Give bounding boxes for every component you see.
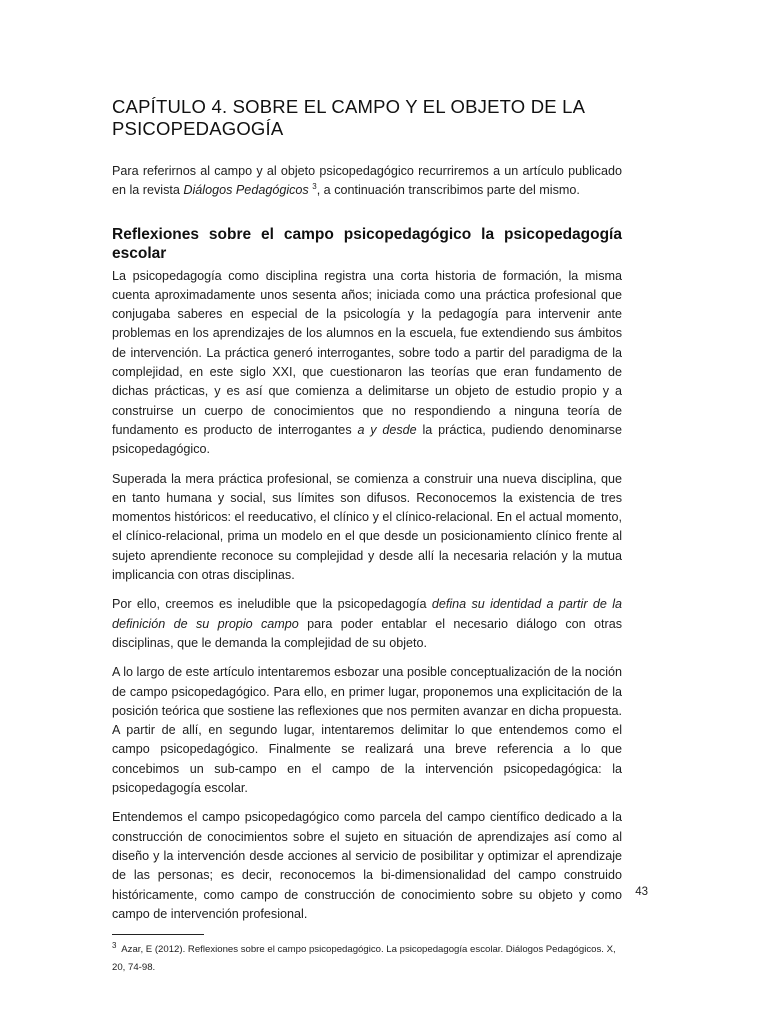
p3-text-after: para poder entablar el necesario diálogo con otras disciplinas, que le demanda la complejidad de su objeto. <box>112 616 622 650</box>
p1-emphasis: a y desde <box>357 422 417 437</box>
body-paragraph-3 <box>112 595 622 653</box>
intro-text-before: Para referirnos al campo y al objeto psicopedagógico recurriremos a un artículo publicado en la revista <box>112 164 622 198</box>
p1-text-before: La psicopedagogía como disciplina registra una corta historia de formación, la misma cuenta aproximadamente unos sesenta años; iniciada como una práctica profesional que conjugaba saberes en especial de la psicología y la pedagogía para intervenir ante problemas en los aprendizajes de los alumnos en la escuela, fue extendiendo sus ámbitos de intervención. La práctica generó interrogantes, sobre todo a partir del paradigma de la complejidad, en este siglo XXI, que cuestionaron las teorías que eran fundamento de dichas prácticas, y es así que comienza a delimitarse un objeto de estudio propio y a construirse un cuerpo de conocimientos que no respondiendo a ninguna teoría de fundamento es producto de interrogantes <box>112 268 622 437</box>
footnote-text: Azar, E (2012). Reflexiones sobre el campo psicopedagógico. La psicopedagogía escolar. Diálogos Pedagógicos. X, 20, 74-98. <box>112 944 616 974</box>
p1-text-after: la práctica, pudiendo denominarse psicopedagógico. <box>112 422 622 457</box>
footnote-divider <box>112 934 204 935</box>
p3-text-before: Por ello, creemos es ineludible que la psicopedagogía <box>112 597 432 612</box>
footnote-reference: 3 <box>312 182 317 192</box>
body-paragraph-1 <box>112 267 622 460</box>
footnote <box>112 941 622 977</box>
p3-emphasis: defina su identidad a partir de la definición de su propio campo <box>112 597 622 631</box>
page-content <box>112 96 622 977</box>
body-paragraph-5: Entendemos el campo psicopedagógico como parcela del campo científico dedicado a la construcción de conocimientos sobre el sujeto en situación de aprendizajes así como al diseño y la intervención desde acciones al servicio de posibilitar y optimizar el aprendizaje de las personas; es decir, reconocemos la bi-dimensionalidad del campo construido históricamente, como campo de construcción de conocimiento sobre su objeto y como campo de intervención profesional. <box>112 810 622 921</box>
page-number: 43 <box>635 886 648 898</box>
chapter-title-line-2: PSICOPEDAGOGÍA <box>112 118 284 139</box>
journal-name: Diálogos Pedagógicos <box>183 183 309 198</box>
chapter-title <box>112 96 622 140</box>
section-heading: Reflexiones sobre el campo psicopedagógico la psicopedagogía escolar <box>112 225 622 262</box>
chapter-title-line-1: CAPÍTULO 4. SOBRE EL CAMPO Y EL OBJETO DE LA <box>112 96 586 117</box>
intro-paragraph <box>112 162 622 201</box>
intro-text-after: , a continuación transcribimos parte del mismo. <box>316 183 580 198</box>
body-paragraph-4: A lo largo de este artículo intentaremos esbozar una posible conceptualización de la noción de campo psicopedagógico. Para ello, en primer lugar, proponemos una explicitación de la posición teórica que sostiene las reflexiones que nos permiten avanzar en dicha propuesta. A partir de allí, en segundo lugar, intentaremos delimitar lo que entendemos como el campo psicopedagógico. Finalmente se realizará una breve referencia a lo que concebimos un sub-campo en el campo de la intervención psicopedagógica: la psicopedagogía escolar. <box>112 665 622 796</box>
body-paragraph-2: Superada la mera práctica profesional, se comienza a construir una nueva disciplina, que en tanto humana y social, sus límites son difusos. Reconocemos la existencia de tres momentos históricos: el reeducativo, el clínico y el clínico-relacional. En el actual momento, el clínico-relacional, prima un modelo en el que desde un posicionamiento clínico frente al sujeto aprendiente reconoce su complejidad y desde allí la necesaria relación y la mutua implicancia con otras disciplinas. <box>112 471 622 583</box>
footnote-number: 3 <box>112 940 117 950</box>
